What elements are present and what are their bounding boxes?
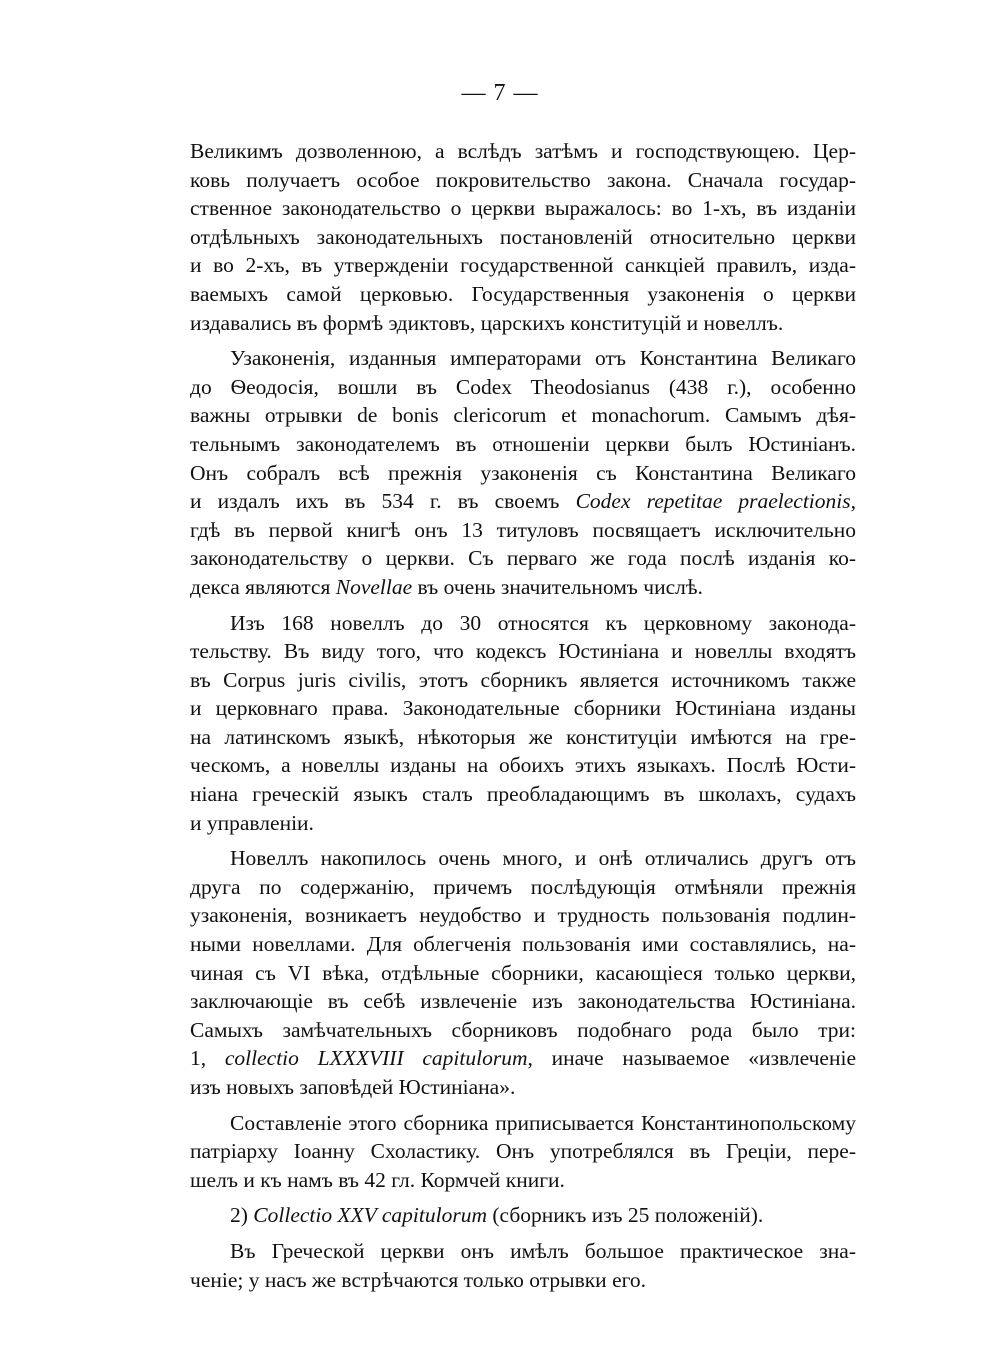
paragraph — [190, 1109, 856, 1195]
text-line: Великимъ дозволенною, а вслѣдъ затѣмъ и господствующею. Цер- — [190, 139, 856, 163]
text-line: ченіе; у насъ же встрѣчаются только отрывки его. — [190, 1267, 647, 1292]
text-line: и издалъ ихъ въ 534 г. въ своемъ Codex repetitae praelectionis, — [190, 489, 856, 514]
text-line: тельству. Въ виду того, что кодексъ Юстиніана и новеллы входятъ — [190, 639, 856, 664]
body-text — [190, 137, 856, 1301]
text-line: ственное законодательство о церкви выражалось: во 1-хъ, въ изданіи — [190, 196, 856, 221]
text-line: гдѣ въ первой книгѣ онъ 13 титуловъ посвящаетъ исключительно — [190, 517, 856, 542]
text-line: заключающіе въ себѣ извлеченіе изъ законодательства Юстиніана. — [190, 989, 856, 1014]
text-line: Составленіе этого сборника приписывается Константинопольскому — [230, 1110, 856, 1135]
paragraph — [190, 1201, 856, 1230]
text-line: 2) Collectio XXV capitulorum (сборникъ изъ 25 положеній). — [230, 1203, 764, 1228]
text-line: изъ новыхъ заповѣдей Юстиніана». — [190, 1075, 516, 1099]
text-line: Въ Греческой церкви онъ имѣлъ большое практическое зна- — [230, 1238, 856, 1263]
text-line: декса являются Novellae въ очень значительномъ числѣ. — [190, 574, 703, 599]
text-line: ческомъ, а новеллы изданы на обоихъ этихъ языкахъ. Послѣ Юсти- — [190, 753, 856, 778]
text-line: тельнымъ законодателемъ въ отношеніи церкви былъ Юстиніанъ. — [190, 431, 856, 456]
paragraph — [190, 344, 856, 601]
text-line: отдѣльныхъ законодательныхъ постановленій относительно церкви — [190, 224, 856, 249]
text-line: и во 2-хъ, въ утвержденіи государственной санкціей правилъ, изда- — [190, 253, 856, 278]
text-line: на латинскомъ языкѣ, нѣкоторыя же конституціи имѣются на гре- — [190, 724, 856, 749]
text-line: Онъ собралъ всѣ прежнія узаконенія съ Константина Великаго — [190, 460, 856, 485]
paragraph — [190, 1237, 856, 1294]
text-line: законодательству о церкви. Съ перваго же года послѣ изданія ко- — [190, 546, 856, 571]
text-line: ваемыхъ самой церковью. Государственныя узаконенія о церкви — [190, 281, 856, 306]
text-line: патріарху Іоанну Схоластику. Онъ употреблялся въ Греціи, пере- — [190, 1139, 856, 1164]
text-line: ковь получаетъ особое покровительство закона. Сначала государ- — [190, 167, 856, 192]
text-line: издавались въ формѣ эдиктовъ, царскихъ конституцій и новеллъ. — [190, 310, 784, 335]
text-line: важны отрывки de bonis clericorum et monachorum. Самымъ дѣя- — [190, 403, 856, 428]
text-line: и церковнаго права. Законодательные сборники Юстиніана изданы — [190, 696, 856, 721]
page-number: — 7 — — [461, 80, 539, 106]
paragraph — [190, 844, 856, 1101]
text-line: въ Corpus juris civilis, этотъ сборникъ является источникомъ также — [190, 667, 856, 692]
text-line: 1, collectio LXXXVIII capitulorum, иначе называемое «извлеченіе — [190, 1046, 856, 1071]
text-line: Изъ 168 новеллъ до 30 относятся къ церковному законода- — [230, 610, 856, 635]
paragraph — [190, 609, 856, 838]
text-line: друга по содержанію, причемъ послѣдующія отмѣняли прежнія — [190, 874, 856, 899]
text-line: Узаконенія, изданныя императорами отъ Константина Великаго — [230, 346, 856, 371]
text-line: Новеллъ накопилось очень много, и онѣ отличались другъ отъ — [230, 846, 856, 871]
text-line: узаконенія, возникаетъ неудобство и трудность пользованія подлин- — [190, 903, 856, 928]
text-line: Самыхъ замѣчательныхъ сборниковъ подобнаго рода было три: — [190, 1017, 856, 1042]
text-line: ными новеллами. Для облегченія пользованія ими составлялись, на- — [190, 932, 856, 957]
text-line: чиная съ VI вѣка, отдѣльные сборники, касающіеся только церкви, — [190, 960, 856, 985]
text-line: ніана греческій языкъ сталъ преобладающимъ въ школахъ, судахъ — [190, 782, 856, 807]
paragraph — [190, 137, 856, 337]
text-line: до Ѳеодосія, вошли въ Codex Theodosianus (438 г.), особенно — [190, 374, 856, 399]
text-line: и управленіи. — [190, 810, 314, 835]
text-line: шелъ и къ намъ въ 42 гл. Кормчей книги. — [190, 1167, 565, 1192]
